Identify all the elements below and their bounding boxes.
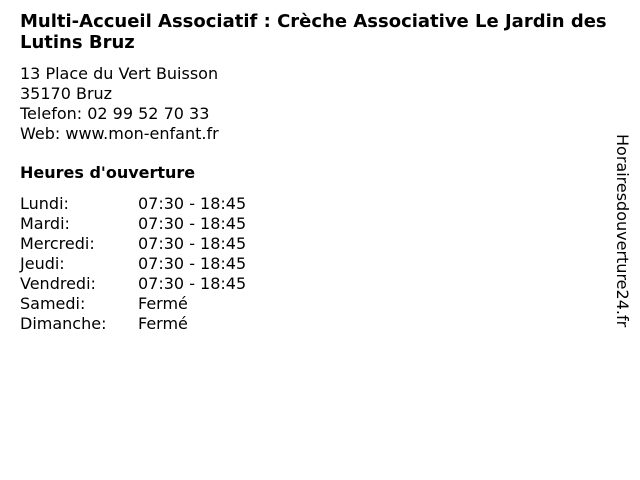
hours-row	[20, 194, 246, 214]
day-label: Mercredi:	[20, 234, 95, 253]
hours-row	[20, 294, 246, 314]
day-hours: Fermé	[138, 314, 188, 333]
website: Web: www.mon-enfant.fr	[20, 124, 219, 143]
hours-heading: Heures d'ouverture	[20, 163, 196, 182]
day-label: Samedi:	[20, 294, 86, 313]
street-address: 13 Place du Vert Buisson	[20, 64, 219, 83]
hours-row	[20, 314, 246, 334]
day-label: Dimanche:	[20, 314, 107, 333]
day-label: Vendredi:	[20, 274, 96, 293]
phone-number: Telefon: 02 99 52 70 33	[20, 104, 210, 123]
day-hours: 07:30 - 18:45	[138, 214, 247, 233]
hours-row	[20, 274, 246, 294]
city-postcode: 35170 Bruz	[20, 84, 113, 103]
day-label: Mardi:	[20, 214, 70, 233]
day-hours: 07:30 - 18:45	[138, 254, 247, 273]
address-block	[20, 64, 219, 144]
day-hours: 07:30 - 18:45	[138, 274, 247, 293]
day-label: Jeudi:	[20, 254, 65, 273]
hours-row	[20, 234, 246, 254]
hours-row	[20, 214, 246, 234]
day-hours: 07:30 - 18:45	[138, 234, 247, 253]
day-hours: 07:30 - 18:45	[138, 194, 247, 213]
hours-table	[20, 194, 246, 334]
business-name: Multi-Accueil Associatif : Crèche Associative Le Jardin des Lutins Bruz	[20, 11, 607, 53]
day-hours: Fermé	[138, 294, 188, 313]
day-label: Lundi:	[20, 194, 69, 213]
hours-row	[20, 254, 246, 274]
site-watermark: Horairesdouverture24.fr	[613, 134, 632, 328]
